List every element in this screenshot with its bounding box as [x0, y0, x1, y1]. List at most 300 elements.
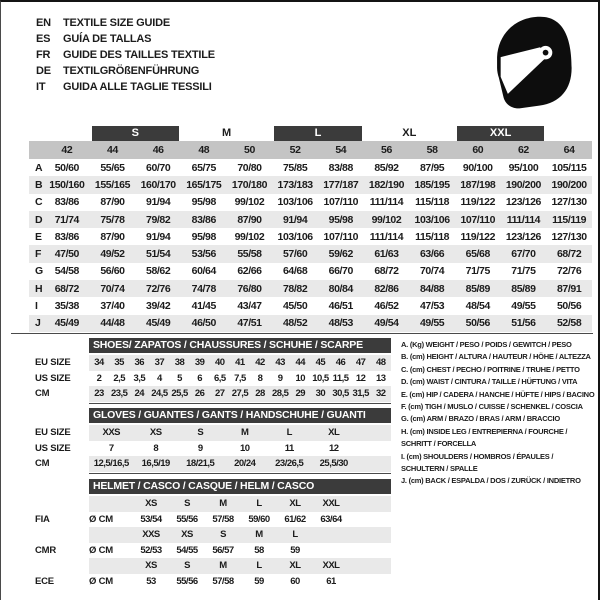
shoes-cell: 37	[154, 357, 165, 369]
shoes-cell: 31,5	[352, 388, 369, 400]
measurement-cell: 107/110	[323, 196, 359, 209]
helmet-size-label: XXS	[142, 529, 160, 541]
row-letter: E	[35, 230, 42, 243]
helmet-value-cell: 53	[146, 575, 156, 587]
shoes-size-section	[35, 338, 391, 404]
measurement-cell: 150/160	[44, 176, 90, 193]
measurement-cell: 68/72	[374, 265, 399, 278]
gloves-row-values	[89, 425, 391, 441]
shoes-cell: 13	[376, 372, 386, 384]
helmet-size-row	[35, 496, 391, 512]
legend-item: I. (cm) SHOULDERS / HOMBROS / ÉPAULES / SCHULTERN / SPALLE	[401, 451, 554, 474]
measurement-cell: 91/94	[146, 196, 171, 209]
shoes-cell: 5	[177, 372, 182, 384]
legend-item: J. (cm) BACK / ESPALDA / DOS / ZURÜCK / INDIETRO	[401, 476, 581, 486]
measurement-cell: 119/122	[460, 230, 496, 243]
guide-title: TEXTILGRÖßENFÜHRUNG	[63, 65, 200, 77]
helmet-size-label: XS	[145, 560, 157, 572]
measurement-cell: 83/86	[181, 211, 227, 228]
helmet-standard-values	[89, 574, 391, 590]
measurement-cell: 83/86	[54, 196, 79, 209]
measurement-cell: 47/51	[227, 315, 273, 332]
measurement-cell: 57/60	[272, 245, 318, 262]
gloves-row-values	[89, 456, 391, 472]
helmet-size-label: S	[220, 529, 226, 541]
helmet-value-cell: 53/54	[140, 513, 162, 525]
gloves-cell: 12	[328, 442, 339, 454]
size-group-label: L	[274, 126, 361, 141]
measurement-cell: 123/126	[505, 196, 541, 209]
gloves-cell: XL	[328, 427, 340, 439]
gloves-cell: XXS	[102, 427, 120, 439]
row-letter: C	[35, 196, 43, 209]
shoes-cell: 4	[157, 372, 162, 384]
shoes-cell: 27,5	[231, 388, 249, 400]
measurement-cell: 105/115	[551, 161, 587, 174]
shoes-cell: 10	[295, 372, 306, 384]
legend-item: B. (cm) HEIGHT / ALTURA / HAUTEUR / HÖHE / ALTEZZA	[401, 352, 591, 362]
measurement-cell: 95/100	[508, 161, 539, 174]
legend-item: E. (cm) HIP / CADERA / HANCHE / HÜFTE / HIPS / BACINO	[401, 389, 595, 399]
measurement-cell: 99/102	[364, 211, 410, 228]
helmet-unit-label: Ø CM	[89, 575, 114, 587]
shoes-cell: 6	[197, 372, 203, 384]
measurement-cell: 59/62	[318, 245, 364, 262]
gloves-row	[35, 456, 391, 472]
shoes-cell: 42	[255, 357, 265, 369]
measurement-cell: 187/198	[455, 176, 501, 193]
row-letter: J	[29, 315, 44, 332]
measurement-cell: 90/100	[462, 161, 493, 174]
empty-letter-cell	[29, 141, 44, 159]
measurement-cell: 111/114	[369, 196, 404, 209]
gloves-cell: 7	[108, 442, 114, 454]
size-column-header: 44	[90, 141, 136, 159]
helmet-size-label: XL	[289, 498, 301, 510]
helmet-size-row-values	[89, 496, 391, 512]
measurement-cell: 35/38	[54, 300, 79, 313]
measurement-cell: 82/86	[364, 280, 410, 297]
measurement-cell: 91/94	[272, 211, 318, 228]
shoes-cell: 47	[355, 357, 366, 369]
guide-title: GUIDA ALLE TAGLIE TESSILI	[63, 81, 212, 93]
measurement-row-b	[29, 176, 592, 193]
measurement-cell: 79/82	[135, 211, 181, 228]
measurement-row-h	[29, 280, 592, 297]
measurement-row-a	[29, 159, 592, 176]
measurement-cell: 37/40	[100, 300, 125, 313]
helmet-value-cell: 55/56	[176, 575, 198, 587]
measurement-cell: 160/170	[135, 176, 181, 193]
shoes-cell: 28,5	[271, 388, 289, 400]
measurement-cell: 78/82	[272, 280, 318, 297]
gloves-row	[35, 441, 391, 457]
helmet-size-label: M	[219, 560, 227, 572]
shoes-cell: 30,5	[332, 388, 349, 400]
measurement-cell: 87/90	[100, 230, 125, 243]
gloves-cell: 16,5/19	[141, 458, 170, 470]
helmet-value-cell: 60	[290, 575, 300, 587]
guide-title: GUÍA DE TALLAS	[63, 33, 152, 45]
measurement-cell: 155/165	[90, 176, 136, 193]
helmet-value-cell: 61/62	[284, 513, 306, 525]
shoes-row	[35, 371, 391, 387]
helmet-value-cell: 59	[290, 544, 300, 556]
shoes-cell: 40	[215, 357, 225, 369]
measurement-cell: 80/84	[318, 280, 364, 297]
size-column-header: 52	[272, 141, 318, 159]
helmet-size-label: XXL	[322, 498, 340, 510]
measurement-cell: 68/72	[44, 280, 90, 297]
measurement-cell: 51/54	[135, 245, 181, 262]
row-letter: G	[35, 265, 43, 278]
helmet-standard-label: FIA	[35, 513, 50, 525]
shoes-cell: 39	[194, 357, 205, 369]
measurement-cell: 170/180	[227, 176, 273, 193]
measurement-cell: 111/114	[501, 211, 547, 228]
measurement-cell: 50/60	[54, 161, 79, 174]
size-column-header: 54	[318, 141, 364, 159]
language-code: DE	[36, 65, 51, 77]
size-group-s	[90, 125, 181, 141]
measurement-row-f	[29, 245, 592, 262]
helmet-table-title: HELMET / CASCO / CASQUE / HELM / CASCO	[89, 479, 391, 494]
measurement-row-g	[29, 263, 592, 280]
helmet-standard-row	[35, 543, 391, 559]
helmet-size-label: L	[256, 560, 262, 572]
measurement-cell: 103/106	[277, 230, 313, 243]
measurement-cell: 111/114	[369, 230, 404, 243]
measurement-cell: 49/55	[511, 300, 536, 313]
measurement-legend	[401, 339, 595, 488]
row-letter: F	[29, 245, 44, 262]
measurement-row-i	[29, 297, 592, 314]
helmet-size-label: M	[255, 529, 263, 541]
measurement-cell: 71/75	[465, 265, 490, 278]
empty-cell	[29, 125, 90, 141]
shoes-row-values	[89, 386, 391, 402]
measurement-cell: 185/195	[409, 176, 455, 193]
gloves-title: GLOVES / GUANTES / GANTS / HANDSCHUHE / GUANTI	[89, 408, 391, 423]
helmet-size-label: XS	[181, 529, 193, 541]
shoes-cell: 32	[376, 388, 386, 400]
measurement-cell: 60/70	[146, 161, 171, 174]
measurement-cell: 58/62	[146, 265, 171, 278]
gloves-row	[35, 425, 391, 441]
measurement-row-j	[29, 315, 592, 332]
measurement-cell: 103/106	[277, 196, 313, 209]
measurement-cell: 44/48	[90, 315, 136, 332]
measurement-row-c	[29, 194, 592, 211]
helmet-standard-row	[35, 512, 391, 528]
helmet-size-row-values	[89, 527, 391, 543]
size-column-header: 42	[44, 141, 90, 159]
measurement-cell: 127/130	[551, 196, 587, 209]
helmet-value-cell: 57/58	[212, 513, 234, 525]
shoes-cell: 24,5	[151, 388, 168, 400]
helmet-size-label: M	[219, 498, 227, 510]
shoes-title: SHOES/ ZAPATOS / CHAUSSURES / SCHUHE / SCARPE	[89, 338, 391, 353]
shoes-row-values	[89, 371, 391, 387]
legend-item: A. (Kg) WEIGHT / PESO / POIDS / GEWITCH / PESO	[401, 340, 572, 349]
helmet-value-cell: 57/58	[212, 575, 234, 587]
helmet-size-row-values	[89, 558, 391, 574]
shoes-cell: 11,5	[332, 372, 349, 384]
measurement-cell: 190/200	[501, 176, 547, 193]
measurement-cell: 41/45	[191, 300, 216, 313]
measurement-cell: 72/76	[556, 265, 582, 278]
gloves-size-section	[35, 408, 391, 474]
measurement-cell: 173/183	[272, 176, 318, 193]
size-group-xl: XL	[402, 127, 417, 139]
gloves-cell: L	[286, 427, 292, 439]
measurement-cell: 39/42	[146, 300, 171, 313]
size-column-header: 48	[181, 141, 227, 159]
measurement-cell: 68/72	[546, 245, 592, 262]
measurement-cell: 87/95	[419, 161, 445, 174]
gloves-row-label: US SIZE	[35, 442, 71, 454]
gloves-row-label: EU SIZE	[35, 427, 71, 439]
measurement-cell: 52/58	[546, 315, 592, 332]
measurement-cell: 48/53	[318, 315, 364, 332]
measurement-cell: 47/50	[44, 245, 90, 262]
helmet-value-cell: 55/56	[176, 513, 198, 525]
helmet-size-label: L	[256, 498, 262, 510]
measurement-cell: 49/54	[364, 315, 410, 332]
measurement-cell: 49/52	[90, 245, 136, 262]
shoes-underline	[89, 403, 391, 404]
section-divider-line	[11, 333, 593, 334]
shoes-cell: 23	[94, 388, 104, 400]
shoes-row-label: EU SIZE	[35, 357, 71, 369]
helmet-standard-values	[89, 512, 391, 528]
measurement-cell: 115/118	[415, 230, 450, 243]
measurement-cell: 107/110	[455, 211, 501, 228]
measurement-cell: 45/49	[135, 315, 181, 332]
measurement-cell: 70/80	[237, 161, 262, 174]
shoes-cell: 25,5	[171, 388, 188, 400]
measurement-cell: 50/56	[455, 315, 501, 332]
shoes-row	[35, 386, 391, 402]
shoes-cell: 6,5	[213, 372, 226, 384]
gloves-cell: 11	[284, 442, 294, 454]
shoes-cell: 8	[257, 372, 263, 384]
measurement-cell: 87/90	[100, 196, 125, 209]
measurement-cell: 72/76	[135, 280, 181, 297]
measurement-cell: 53/56	[181, 245, 227, 262]
measurement-cell: 95/98	[191, 196, 216, 209]
measurement-cell: 56/60	[100, 265, 125, 278]
measurement-cell: 177/187	[318, 176, 364, 193]
shoes-cell: 3,5	[133, 372, 146, 384]
size-column-header: 64	[546, 141, 592, 159]
measurement-cell: 182/190	[364, 176, 410, 193]
measurement-cell: 65/75	[191, 161, 216, 174]
helmet-unit-label: Ø CM	[89, 544, 114, 556]
measurement-cell: 67/70	[501, 245, 547, 262]
gloves-cell: S	[197, 427, 204, 439]
legend-item: H. (cm) INSIDE LEG / ENTREPIERNA / FOURCHE / SCHRITT / FORCELLA	[401, 426, 568, 449]
size-group-m: M	[222, 127, 232, 139]
row-letter: B	[29, 176, 44, 193]
empty-cell	[546, 125, 592, 141]
textile-size-table	[29, 125, 592, 332]
size-column-header: 58	[409, 141, 455, 159]
gloves-underline	[89, 473, 391, 474]
helmet-size-label: S	[184, 498, 190, 510]
measurement-cell: 46/50	[181, 315, 227, 332]
language-code: ES	[36, 33, 51, 45]
numeric-size-header-row	[29, 141, 592, 159]
gloves-cell: 9	[197, 442, 203, 454]
measurement-cell: 70/74	[419, 265, 445, 278]
helmet-standard-values	[89, 543, 391, 559]
size-column-header: 62	[501, 141, 547, 159]
row-letter: A	[35, 161, 43, 174]
helmet-standard-label: CMR	[35, 544, 57, 556]
shoes-cell: 23,5	[110, 388, 128, 400]
measurement-cell: 60/64	[191, 265, 216, 278]
helmet-value-cell: 59	[254, 575, 264, 587]
measurement-cell: 87/90	[227, 211, 273, 228]
size-group-l	[272, 125, 363, 141]
shoes-cell: 34	[94, 357, 104, 369]
helmet-value-cell: 54/55	[176, 544, 198, 556]
size-column-header: 50	[227, 141, 273, 159]
measurement-cell: 83/86	[54, 230, 79, 243]
measurement-cell: 71/74	[44, 211, 90, 228]
gloves-cell: M	[241, 427, 249, 439]
measurement-cell: 85/89	[501, 280, 547, 297]
measurement-cell: 95/98	[318, 211, 364, 228]
shoes-cell: 28	[255, 388, 265, 400]
shoes-row-label: CM	[35, 388, 50, 400]
shoes-cell: 2	[96, 372, 102, 384]
gloves-cell: 23/26,5	[275, 458, 304, 470]
measurement-cell: 165/175	[181, 176, 227, 193]
helmet-standard-label: ECE	[35, 575, 54, 587]
row-letter: I	[35, 300, 38, 313]
shoes-cell: 12	[355, 372, 366, 384]
size-group-label: XXL	[457, 126, 544, 141]
measurement-cell: 45/50	[282, 300, 308, 313]
helmet-value-cell: 58	[254, 544, 264, 556]
measurement-cell: 87/91	[546, 280, 592, 297]
measurement-cell: 63/66	[409, 245, 455, 262]
measurement-cell: 74/78	[181, 280, 227, 297]
language-code: EN	[36, 17, 51, 29]
measurement-cell: 55/65	[100, 161, 125, 174]
measurement-cell: 119/122	[460, 196, 496, 209]
measurement-cell: 66/70	[328, 265, 353, 278]
measurement-cell: 85/89	[455, 280, 501, 297]
language-row	[36, 63, 215, 79]
measurement-cell: 83/88	[328, 161, 353, 174]
helmet-size-row	[35, 558, 391, 574]
language-row	[36, 79, 215, 95]
language-code: IT	[36, 81, 46, 93]
shoes-row-values	[89, 355, 391, 371]
measurement-cell: 61/63	[364, 245, 410, 262]
measurement-cell: 123/126	[505, 230, 541, 243]
measurement-cell: 70/74	[90, 280, 136, 297]
measurement-cell: 54/58	[54, 265, 79, 278]
measurement-cell: 115/118	[415, 196, 450, 209]
measurement-cell: 115/119	[546, 211, 592, 228]
legend-item: C. (cm) CHEST / PECHO / POITRINE / TRUHE / PETTO	[401, 364, 580, 374]
measurement-cell: 76/80	[227, 280, 273, 297]
guide-title: GUIDE DES TAILLES TEXTILE	[63, 49, 215, 61]
shoes-cell: 2,5	[113, 372, 126, 384]
helmet-size-label: L	[292, 529, 298, 541]
size-group-row	[29, 125, 592, 141]
helmet-size-label: XS	[145, 498, 157, 510]
shoes-cell: 7,5	[234, 372, 246, 384]
measurement-cell: 99/102	[234, 230, 265, 243]
legend-item: F. (cm) TIGH / MUSLO / CUISSE / SCHENKEL / COSCIA	[401, 402, 583, 412]
measurement-cell: 48/52	[272, 315, 318, 332]
shoes-cell: 48	[376, 357, 386, 369]
helmet-icon	[488, 14, 578, 111]
size-column-header: 60	[455, 141, 501, 159]
gloves-cell: 20/24	[234, 458, 256, 470]
size-group-xxl	[455, 125, 546, 141]
measurement-cell: 46/52	[374, 300, 399, 313]
shoes-cell: 41	[235, 357, 245, 369]
helmet-value-cell: 59/60	[248, 513, 270, 525]
helmet-value-cell: 56/57	[212, 544, 234, 556]
row-letter: H	[29, 280, 44, 297]
measurement-cell: 75/78	[90, 211, 136, 228]
measurement-cell: 45/49	[44, 315, 90, 332]
helmet-size-row	[35, 527, 391, 543]
helmet-unit-label: Ø CM	[89, 513, 114, 525]
shoes-cell: 38	[174, 357, 185, 369]
size-column-header: 46	[135, 141, 181, 159]
shoes-cell: 36	[134, 357, 145, 369]
gloves-cell: 10	[239, 442, 250, 454]
shoes-cell: 10,5	[312, 372, 329, 384]
measurement-row-e	[29, 228, 592, 245]
gloves-cell: 12,5/16,5	[93, 458, 129, 470]
legend-item: D. (cm) WAIST / CINTURA / TAILLE / HÜFTUNG / VITA	[401, 377, 578, 387]
measurement-cell: 99/102	[234, 196, 265, 209]
measurement-cell: 50/56	[556, 300, 582, 313]
helmet-value-cell: 61	[326, 575, 336, 587]
shoes-row	[35, 355, 391, 371]
legend-item: G. (cm) ARM / BRAZO / BRAS / ARM / BRACCIO	[401, 414, 560, 424]
language-row	[36, 47, 215, 63]
guide-title: TEXTILE SIZE GUIDE	[63, 17, 171, 29]
measurement-cell: 127/130	[551, 230, 587, 243]
shoes-cell: 44	[295, 357, 306, 369]
measurement-cell: 51/56	[501, 315, 547, 332]
measurement-cell: 91/94	[146, 230, 171, 243]
measurement-cell: 107/110	[323, 230, 359, 243]
measurement-cell: 85/92	[374, 161, 399, 174]
measurement-row-d	[29, 211, 592, 228]
helmet-size-section	[35, 479, 391, 589]
size-group-label: S	[92, 126, 179, 141]
shoes-cell: 24	[134, 388, 145, 400]
measurement-cell: 49/55	[409, 315, 455, 332]
measurement-cell: 103/106	[409, 211, 455, 228]
gloves-row-label: CM	[35, 458, 50, 470]
size-column-header: 56	[364, 141, 410, 159]
shoes-cell: 46	[335, 357, 346, 369]
measurement-cell: 65/68	[455, 245, 501, 262]
shoes-cell: 9	[277, 372, 283, 384]
